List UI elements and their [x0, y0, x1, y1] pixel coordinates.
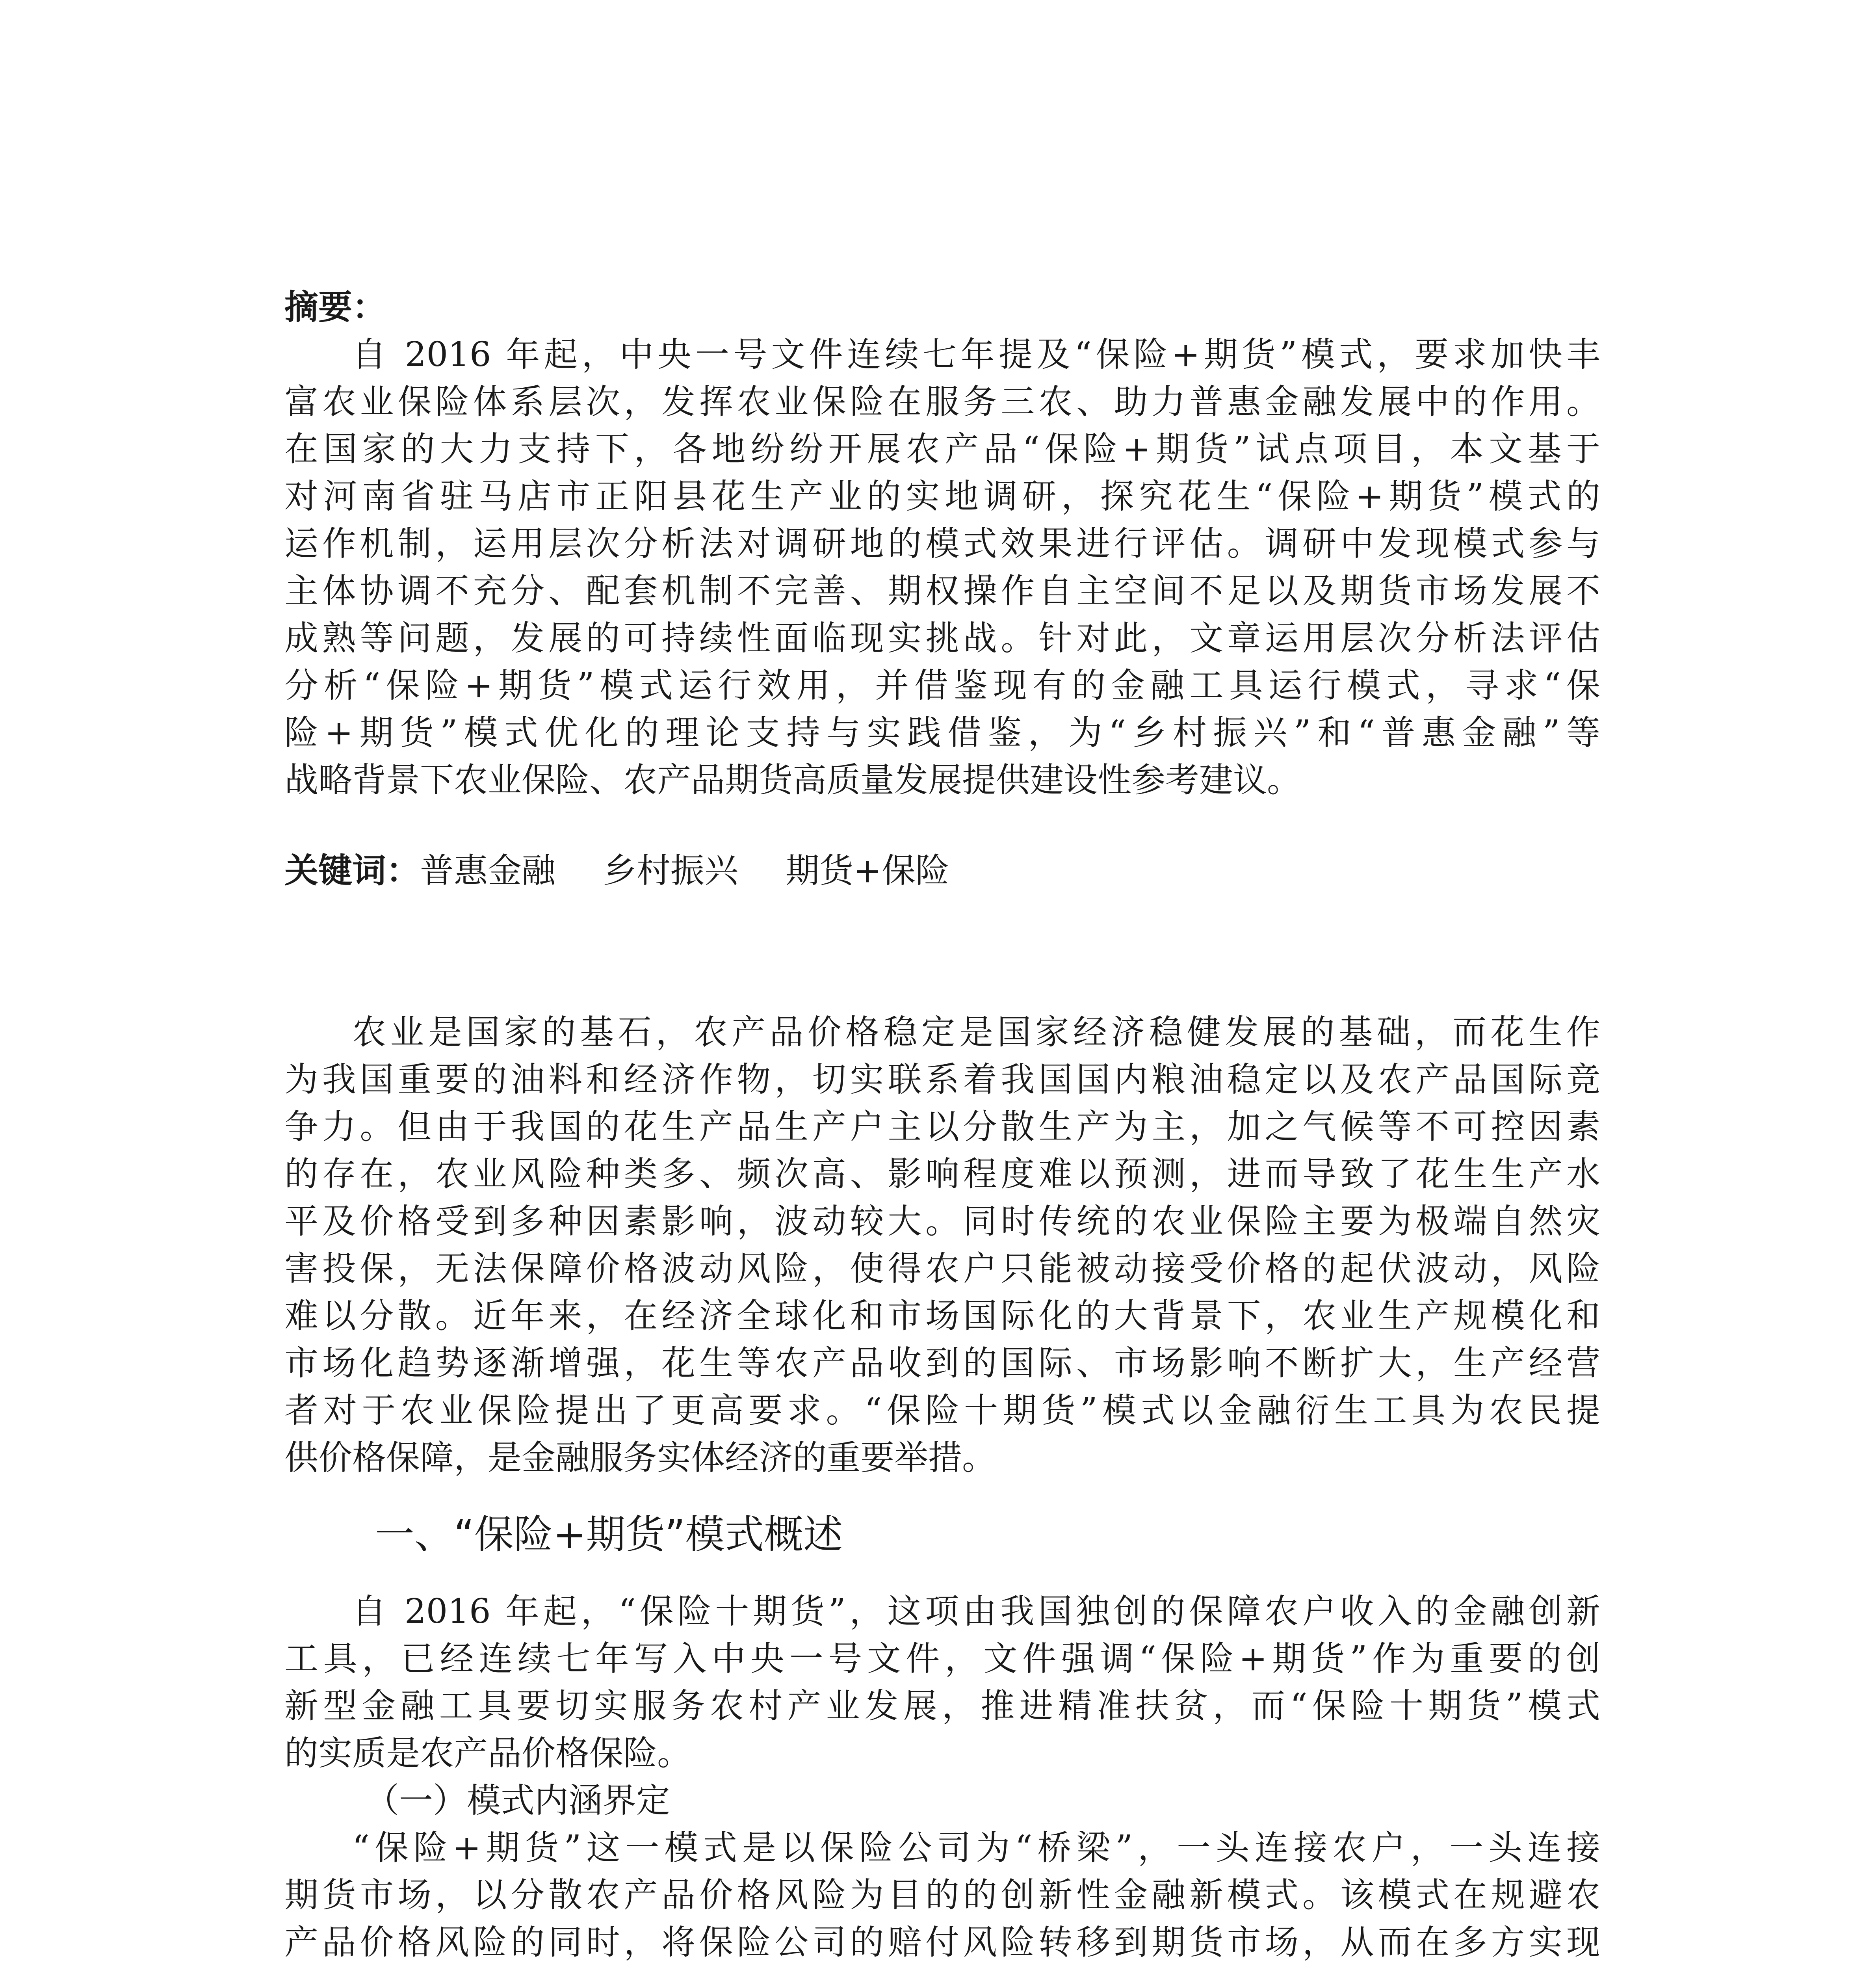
keyword: 乡村振兴 — [603, 851, 738, 890]
intro-line: 争力。但由于我国的花生产品生产户主以分散生产为主，加之气候等不可控因素 — [284, 1107, 1600, 1147]
section1-line: “保险+期货”这一模式是以保险公司为“桥梁”，一头连接农户，一头连接 — [352, 1828, 1600, 1868]
intro-line: 平及价格受到多种因素影响，波动较大。同时传统的农业保险主要为极端自然灾 — [284, 1202, 1600, 1241]
intro-line: 市场化趋势逐渐增强，花生等农产品收到的国际、市场影响不断扩大，生产经营 — [284, 1344, 1600, 1383]
section1-paragraph-1 — [284, 1588, 1600, 1777]
abstract-line: 富农业保险体系层次，发挥农业保险在服务三农、助力普惠金融发展中的作用。 — [284, 382, 1600, 422]
abstract-line: 运作机制，运用层次分析法对调研地的模式效果进行评估。调研中发现模式参与 — [284, 524, 1600, 563]
keyword: 期货+保险 — [786, 851, 950, 890]
section1-line: 产品价格风险的同时，将保险公司的赔付风险转移到期货市场，从而在多方实现 — [284, 1923, 1600, 1962]
section-heading: 一、“保险+期货”模式概述 — [375, 1511, 843, 1557]
intro-line: 的存在，农业风险种类多、频次高、影响程度难以预测，进而导致了花生生产水 — [284, 1154, 1600, 1194]
section1-line — [284, 1966, 1600, 1970]
page-content — [284, 284, 1600, 1970]
abstract-line: 分析“保险+期货”模式运行效用，并借鉴现有的金融工具运行模式，寻求“保 — [284, 666, 1600, 705]
abstract-line: 战略背景下农业保险、农产品期货高质量发展提供建设性参考建议。 — [284, 760, 1301, 800]
keywords-label: 关键词： — [284, 851, 420, 890]
intro-line: 供价格保障，是金融服务实体经济的重要举措。 — [284, 1438, 996, 1478]
section1-line: 自 2016 年起，“保险十期货”，这项由我国独创的保障农户收入的金融创新 — [352, 1592, 1600, 1631]
abstract-line: 对河南省驻马店市正阳县花生产业的实地调研，探究花生“保险+期货”模式的 — [284, 477, 1600, 516]
keywords-row — [284, 847, 1600, 894]
intro-line: 难以分散。近年来，在经济全球化和市场国际化的大背景下，农业生产规模化和 — [284, 1296, 1600, 1336]
abstract-line: 在国家的大力支持下，各地纷纷开展农产品“保险+期货”试点项目，本文基于 — [284, 429, 1600, 469]
intro-line: 农业是国家的基石，农产品价格稳定是国家经济稳健发展的基础，而花生作 — [352, 1013, 1600, 1052]
abstract-label: 摘要： — [284, 287, 386, 327]
abstract-line: 成熟等问题，发展的可持续性面临现实挑战。针对此，文章运用层次分析法评估 — [284, 619, 1600, 658]
intro-paragraph — [284, 1009, 1600, 1481]
section1-line: 的实质是农产品价格保险。 — [284, 1734, 691, 1773]
subsection-heading: （一）模式内涵界定 — [365, 1781, 670, 1820]
section1-paragraph-2 — [284, 1824, 1600, 1970]
abstract-line: 自 2016 年起，中央一号文件连续七年提及“保险+期货”模式，要求加快丰 — [352, 335, 1600, 374]
abstract-paragraph — [284, 331, 1600, 804]
section1-line: 工具，已经连续七年写入中央一号文件，文件强调“保险+期货”作为重要的创 — [284, 1639, 1600, 1678]
keyword: 普惠金融 — [420, 851, 555, 890]
abstract-line: 主体协调不充分、配套机制不完善、期权操作自主空间不足以及期货市场发展不 — [284, 571, 1600, 611]
section1-line: 新型金融工具要切实服务农村产业发展，推进精准扶贫，而“保险十期货”模式 — [284, 1686, 1600, 1726]
abstract-line: 险+期货”模式优化的理论支持与实践借鉴，为“乡村振兴”和“普惠金融”等 — [284, 713, 1600, 753]
section1-line: 期货市场，以分散农产品价格风险为目的的创新性金融新模式。该模式在规避农 — [284, 1875, 1600, 1915]
intro-line: 为我国重要的油料和经济作物，切实联系着我国国内粮油稳定以及农产品国际竞 — [284, 1060, 1600, 1099]
intro-line: 害投保，无法保障价格波动风险，使得农户只能被动接受价格的起伏波动，风险 — [284, 1249, 1600, 1288]
intro-line: 者对于农业保险提出了更高要求。“保险十期货”模式以金融衍生工具为农民提 — [284, 1391, 1600, 1430]
